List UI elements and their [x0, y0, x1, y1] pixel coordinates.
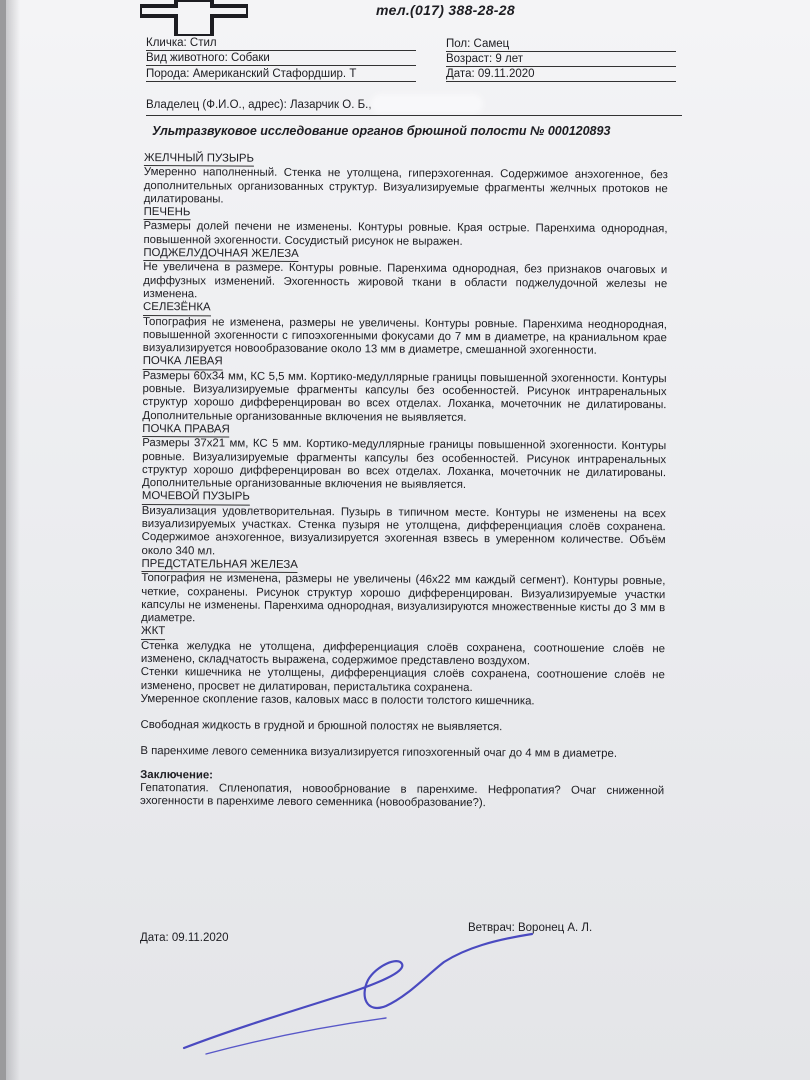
- conclusion-heading: Заключение:: [140, 768, 214, 782]
- section-text: Стенки кишечника не утолщены, дифференциация слоёв сохранена, соотношение слоёв не изменено, просвет не дилатирован, перистальтика сохранена.: [140, 666, 665, 694]
- section-text: Топография не изменена, размеры не увеличены (46х22 мм каждый сегмент). Контуры ровные, четкие, сохранены. Рисунок структур хорошо дифференцирован. Визуализируемые участки капсулы не изменены. Паренхима однородная, визуализируются множественные кисты до 3 мм в диаметре.: [141, 572, 666, 625]
- section-text: Стенка желудка не утолщена, дифференциация слоёв сохранена, соотношение слоёв не изменено, складчатость выражена, содержимое представлено воздухом.: [140, 639, 666, 668]
- handwritten-signature: [176, 930, 536, 1060]
- section-text: Умеренно наполненный. Стенка не утолщена, гиперэхогенная. Содержимое анэхогенное, без дополнительных организованных структур. Визуализируемые фрагменты желчных протоков не дилатированы.: [143, 166, 668, 206]
- section-heading: ПРЕДСТАТЕЛЬНАЯ ЖЕЛЕЗА: [141, 558, 297, 573]
- section-text: Размеры 37х21 мм, КС 5 мм. Кортико-медуллярные границы повышенной эхогенности. Контуры ровные. Визуализируемые фрагменты капсулы без особенностей. Рисунок интраренальных структур хорошо дифференцирован во всех отделах. Лоханка, мочеточник не дилатированы. Дополнительные организованные включения не выявляется.: [141, 437, 667, 492]
- section-heading: ЖЕЛЧНЫЙ ПУЗЫРЬ: [144, 152, 254, 167]
- date-field: Дата: 09.11.2020: [446, 68, 676, 82]
- section-heading: ПОЧКА ЛЕВАЯ: [143, 355, 223, 370]
- report-body: [140, 152, 668, 812]
- section-text: Топография не изменена, размеры не увеличены. Контуры ровные. Паренхима неоднородная, повышенной эхогенности с гипоэхогенными фокусами до 7 мм в диаметре, на краниальном крае визуализируется новообразование около 13 мм в диаметре, смешанной эхогенности.: [142, 315, 667, 357]
- owner-row: [146, 98, 479, 111]
- section-heading: ПОЧКА ПРАВАЯ: [142, 423, 230, 438]
- report-title: Ультразвуковое исследование органов брюшной полости № 000120893: [152, 124, 611, 138]
- sex-field: Пол: Самец: [446, 38, 676, 52]
- section-heading: ПОДЖЕЛУДОЧНАЯ ЖЕЛЕЗА: [143, 247, 298, 262]
- section-heading: МОЧЕВОЙ ПУЗЫРЬ: [142, 490, 250, 505]
- owner-field: Владелец (Ф.И.О., адрес): Лазарчик О. Б.,: [146, 99, 372, 111]
- section-prostate: [141, 558, 665, 629]
- clinic-cross-logo: [140, 0, 248, 36]
- footer-date: Дата: 09.11.2020: [140, 932, 229, 944]
- conclusion-text: Гепатопатия. Спленопатия, новообрнование в паренхиме. Нефропатия? Очаг сниженной эхогенности в паренхиме левого семенника (новообразование?).: [139, 782, 665, 810]
- testis-text: В паренхиме левого семенника визуализируется гипоэхогенный очаг до 4 мм в диаметре.: [140, 745, 618, 761]
- section-text: Визуализация удовлетворительная. Пузырь в типичном месте. Контуры не изменены на всех визуализируемых участках. Стенка пузыря не утолщена, дифференциация слоёв сохранена. Содержимое анэхогенное, визуализируется эхогенная взвесь в умеренном количестве. Объём около 340 мл.: [141, 504, 666, 558]
- section-liver: [143, 206, 667, 250]
- vet-name: Ветврач: Воронец А. Л.: [468, 922, 593, 934]
- section-text: Не увеличена в размере. Контуры ровные. Паренхима однородная, без признаков очаговых и диффузных изменений. Эхогенность жировой ткани в области поджелудочной железы не изменена.: [143, 261, 668, 301]
- section-heading: ЖКТ: [141, 625, 165, 639]
- section-text: Размеры 60х34 мм, КС 5,5 мм. Кортико-медуллярные границы повышенной эхогенности. Контуры ровные. Визуализируемые фрагменты капсулы без особенностей. Рисунок интраренальных структур хорошо дифференцирован во всех отделах. Лоханка, мочеточник не дилатированы. Дополнительные организованные включения не выявляется.: [142, 369, 667, 424]
- free-fluid-text: Свободная жидкость в грудной и брюшной полостях не выявляется.: [140, 719, 503, 734]
- section-bladder: [142, 490, 666, 561]
- section-text: Размеры долей печени не изменены. Контуры ровные. Края острые. Паренхима однородная, повышенной эхогенности. Сосудистый рисунок не выражен.: [143, 220, 668, 248]
- owner-underline: [146, 115, 682, 116]
- section-pancreas: [143, 247, 667, 304]
- section-gi-tract: [141, 625, 665, 709]
- section-heading: ПЕЧЕНЬ: [144, 206, 191, 221]
- section-right-kidney: [142, 423, 666, 494]
- section-gallbladder: [144, 152, 668, 209]
- section-spleen: [143, 301, 667, 358]
- breed-field: Порода: Американский Стафордшир. Т: [146, 68, 416, 82]
- section-left-kidney: [142, 355, 666, 426]
- section-heading: СЕЛЕЗЁНКА: [143, 301, 211, 316]
- species-field: Вид животного: Собаки: [146, 52, 416, 66]
- nickname-field: Кличка: Стил: [146, 37, 416, 51]
- section-text: Умеренное скопление газов, каловых масс в полости толстого кишечника.: [140, 692, 535, 708]
- redacted-address: [375, 98, 479, 110]
- clinic-phone: тел.(017) 388-28-28: [376, 2, 515, 18]
- age-field: Возраст: 9 лет: [446, 53, 676, 67]
- report-page: [6, 0, 810, 1080]
